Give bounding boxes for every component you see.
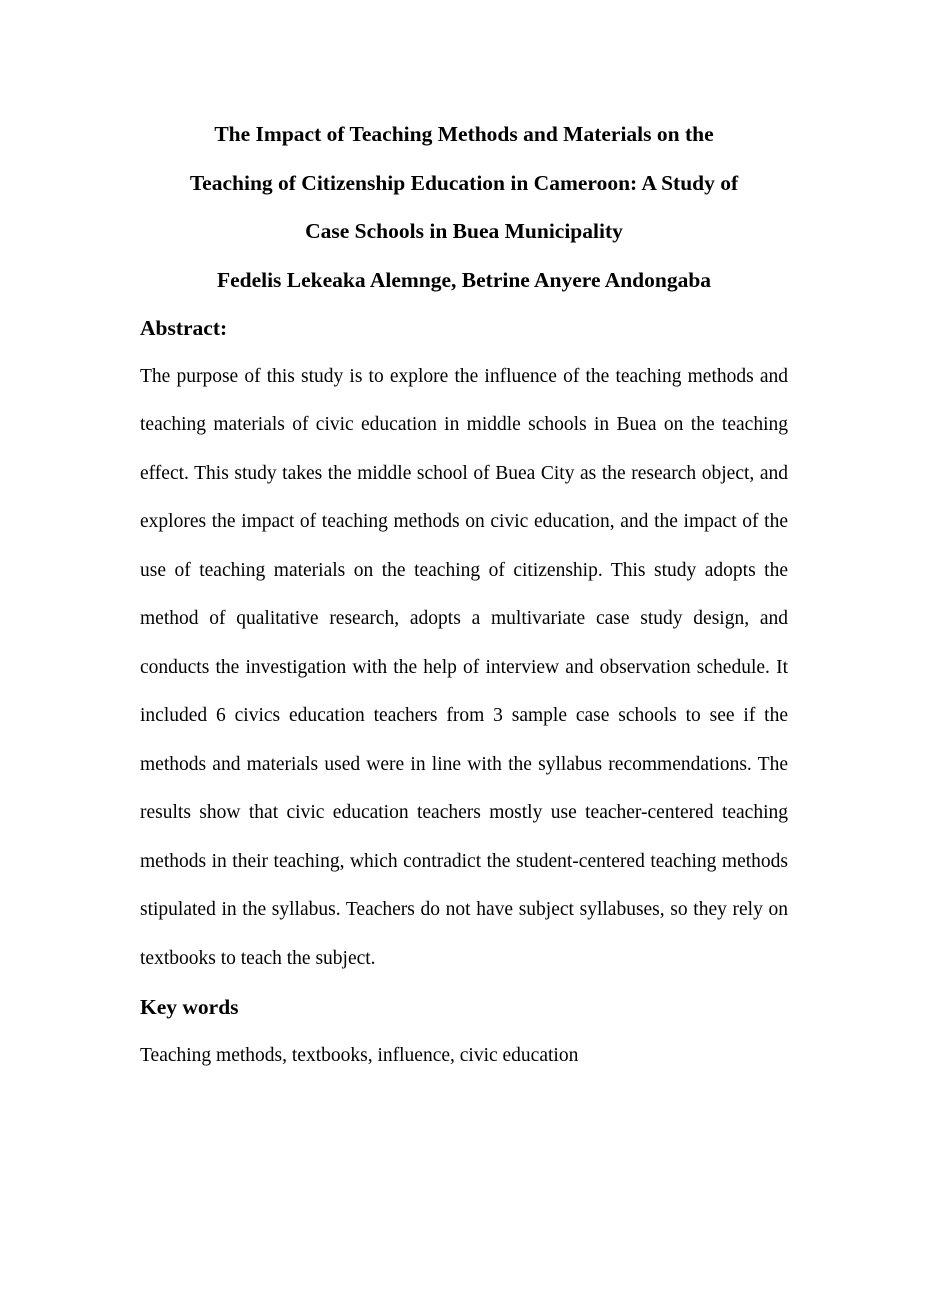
paper-title-line-1: The Impact of Teaching Methods and Materials on the bbox=[214, 122, 714, 146]
paper-title-line-3: Case Schools in Buea Municipality bbox=[305, 219, 623, 243]
paper-title bbox=[140, 110, 788, 256]
paper-authors: Fedelis Lekeaka Alemnge, Betrine Anyere Andongaba bbox=[216, 267, 712, 292]
abstract-heading: Abstract: bbox=[140, 316, 228, 340]
paper-title-line-2: Teaching of Citizenship Education in Cameroon: A Study of bbox=[189, 170, 739, 195]
abstract-text: The purpose of this study is to explore the influence of the teaching methods and teaching materials of civic education in middle schools in Buea on the teaching effect. This study takes the middle school of Buea City as the research object, and explores the impact of teaching methods on civic education, and the impact of the use of teaching materials on the teaching of citizenship. This study adopts the method of qualitative research, adopts a multivariate case study design, and conducts the investigation with the help of interview and observation schedule. It included 6 civics education teachers from 3 sample case schools to see if the methods and materials used were in line with the syllabus recommendations. The results show that civic education teachers mostly use teacher-centered teaching methods in their teaching, which contradict the student-centered teaching methods stipulated in the syllabus. Teachers do not have subject syllabuses, so they rely on textbooks to teach the subject. bbox=[140, 365, 788, 969]
keywords-heading: Key words bbox=[140, 995, 239, 1019]
keywords-text: Teaching methods, textbooks, influence, civic education bbox=[140, 1044, 579, 1066]
